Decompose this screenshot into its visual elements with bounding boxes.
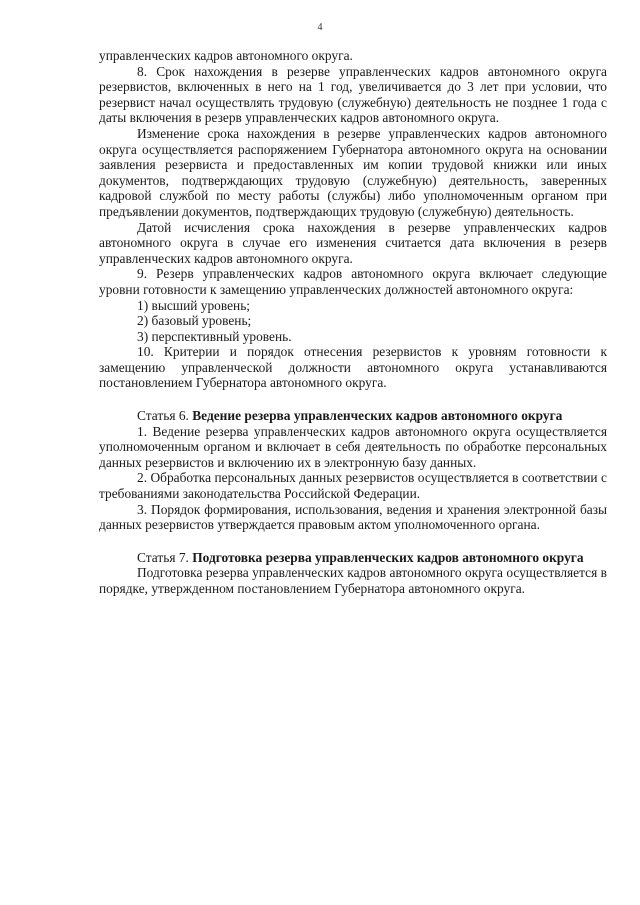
paragraph-8-date: Датой исчисления срока нахождения в резерве управленческих кадров автономного округа в случае его изменения считается дата включения в резерв управленческих кадров автономного округа. bbox=[99, 219, 607, 266]
paragraph-continuation: управленческих кадров автономного округа. bbox=[99, 48, 353, 63]
list-item-level-1: 1) высший уровень; bbox=[137, 297, 251, 313]
article-7-label: Статья 7. bbox=[137, 549, 189, 565]
section-gap bbox=[99, 533, 607, 550]
list-item-level-2: 2) базовый уровень; bbox=[137, 313, 252, 329]
article-6-paragraph-2: 2. Обработка персональных данных резервистов осуществляется в соответствии с требованиями законодательства Российской Федерации. bbox=[99, 470, 607, 502]
paragraph-8-change: Изменение срока нахождения в резерве управленческих кадров автономного округа осуществляется распоряжением Губернатора автономного округа на основании заявления резервиста и предоставленных им копии трудовой книжки или иных документов, подтверждающих трудовую (служебную) деятельность, заверенных кадровой службой по месту работы (службы) либо уполномоченным органом при предъявлении документов, подтверждающих трудовую (служебную) деятельность. bbox=[99, 125, 607, 219]
article-7-title: Подготовка резерва управленческих кадров автономного округа bbox=[192, 549, 584, 565]
document-body bbox=[99, 48, 607, 597]
article-6-paragraph-3: 3. Порядок формирования, использования, ведения и хранения электронной базы данных резервистов утверждается правовым актом уполномоченного органа. bbox=[99, 501, 607, 533]
article-6-heading bbox=[99, 408, 607, 424]
paragraph-9: 9. Резерв управленческих кадров автономного округа включает следующие уровни готовности к замещению управленческих должностей автономного округа: bbox=[99, 266, 607, 297]
list-item-level-3: 3) перспективный уровень. bbox=[137, 328, 292, 344]
paragraph-8: 8. Срок нахождения в резерве управленческих кадров автономного округа резервистов, включенных в него на 1 год, увеличивается до 3 лет при условии, что резервист начал осуществлять трудовую (служебную) деятельность не позднее 1 года с даты включения в резерв управленческих кадров автономного округа. bbox=[99, 63, 607, 126]
article-6-label: Статья 6. bbox=[137, 408, 189, 424]
section-gap bbox=[99, 391, 607, 408]
article-7-heading bbox=[99, 550, 607, 566]
article-7-paragraph-1: Подготовка резерва управленческих кадров автономного округа осуществляется в порядке, утвержденном постановлением Губернатора автономного округа. bbox=[99, 565, 607, 596]
paragraph-10: 10. Критерии и порядок отнесения резервистов к уровням готовности к замещению управленческой должности автономного округа устанавливаются постановлением Губернатора автономного округа. bbox=[99, 344, 607, 391]
page-number: 4 bbox=[317, 22, 323, 33]
article-6-title: Ведение резерва управленческих кадров автономного округа bbox=[192, 408, 563, 424]
article-6-paragraph-1: 1. Ведение резерва управленческих кадров автономного округа осуществляется уполномоченным органом и включает в себя деятельность по обработке персональных данных резервистов и включению их в электронную базу данных. bbox=[99, 423, 607, 470]
